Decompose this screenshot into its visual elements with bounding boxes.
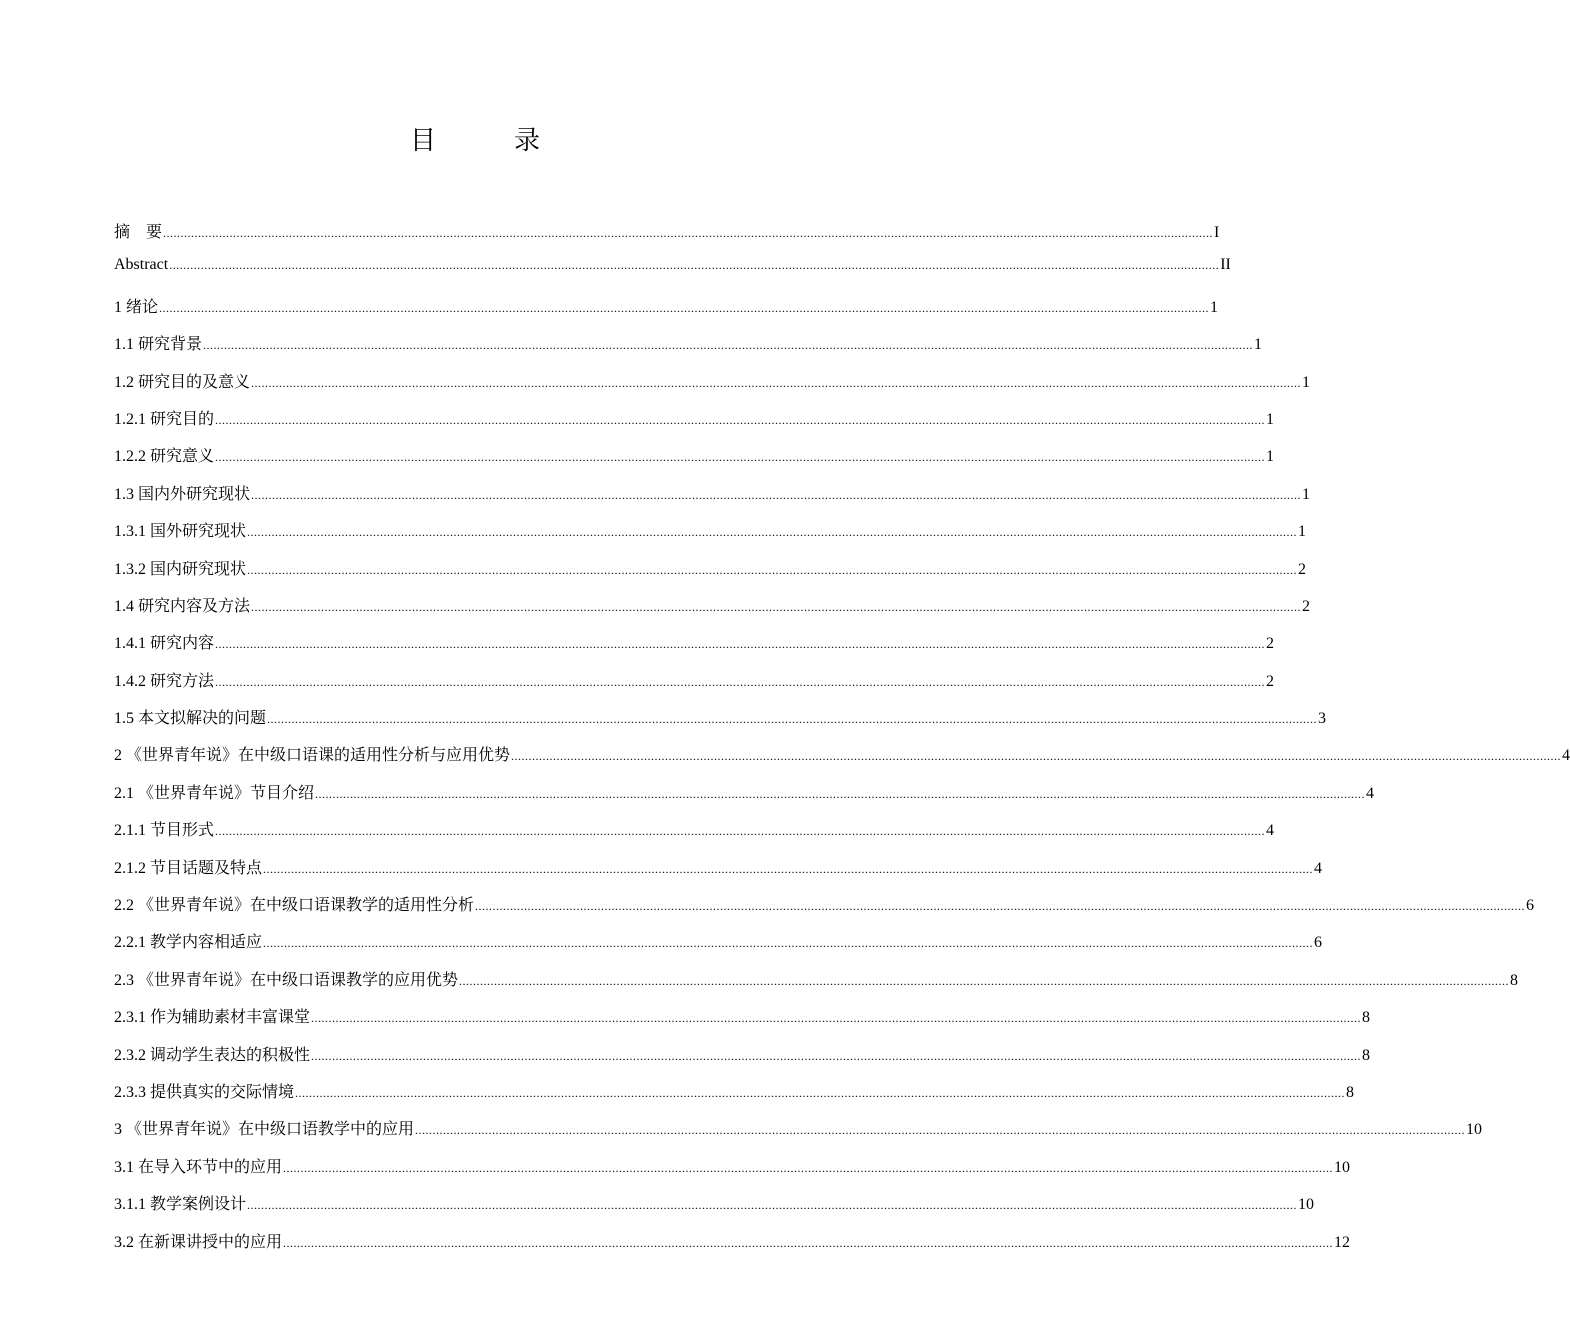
toc-entry-label: 摘 要 [114, 224, 163, 241]
toc-entry[interactable] [114, 892, 1535, 929]
dot-leader: ............................................................................................................................................................................................................................................................................................................ [415, 1123, 1466, 1138]
toc-entry-page: 2 [1298, 560, 1307, 578]
toc-entry-page: 4 [1562, 747, 1570, 765]
toc-entry-label: 1.2 研究目的及意义 [114, 373, 251, 391]
dot-leader: ............................................................................................................................................................................................................................................................................................................ [511, 749, 1562, 764]
dot-leader: ............................................................................................................................................................................................................................................................................................................ [283, 1160, 1334, 1175]
toc-entry-label: 1.1 研究背景 [114, 336, 203, 354]
toc-entry-label: 1 绪论 [114, 298, 159, 316]
dot-leader: ............................................................................................................................................................................................................................................................................................................ [263, 861, 1314, 876]
dot-leader: ............................................................................................................................................................................................................................................................................................................ [263, 936, 1314, 951]
toc-entry-label: Abstract [114, 256, 169, 274]
dot-leader: ............................................................................................................................................................................................................................................................................................................ [215, 674, 1266, 689]
dot-leader: ............................................................................................................................................................................................................................................................................................................ [203, 338, 1254, 353]
toc-entry-label: 1.4.2 研究方法 [114, 672, 215, 690]
toc-entry[interactable] [114, 1154, 1351, 1191]
toc-entry[interactable] [114, 556, 1307, 593]
toc-entry[interactable] [114, 256, 1231, 293]
dot-leader: ............................................................................................................................................................................................................................................................................................................ [163, 226, 1214, 240]
toc-entry-page: 1 [1302, 373, 1311, 391]
toc-entry[interactable] [114, 817, 1275, 854]
dot-leader: ............................................................................................................................................................................................................................................................................................................ [247, 562, 1298, 577]
toc-entry-label: 3.1 在导入环节中的应用 [114, 1158, 283, 1176]
toc-entry-label: 2.1.2 节目话题及特点 [114, 859, 263, 877]
toc-entry-label: 3 《世界青年说》在中级口语教学中的应用 [114, 1121, 415, 1139]
dot-leader: ............................................................................................................................................................................................................................................................................................................ [311, 1048, 1362, 1063]
table-of-contents [114, 219, 1570, 1266]
toc-entry-label: 2.1.1 节目形式 [114, 822, 215, 840]
dot-leader: ............................................................................................................................................................................................................................................................................................................ [315, 786, 1366, 801]
toc-entry-label: 2.3 《世界青年说》在中级口语课教学的应用优势 [114, 971, 459, 989]
toc-entry-page: 2 [1266, 672, 1275, 690]
toc-entry[interactable] [114, 929, 1323, 966]
toc-entry[interactable] [114, 855, 1323, 892]
toc-entry-label: 2.2 《世界青年说》在中级口语课教学的适用性分析 [114, 897, 475, 915]
dot-leader: ............................................................................................................................................................................................................................................................................................................ [251, 487, 1302, 502]
toc-entry[interactable] [114, 1004, 1371, 1041]
toc-entry[interactable] [114, 967, 1519, 1004]
dot-leader: ............................................................................................................................................................................................................................................................................................................ [295, 1085, 1346, 1100]
toc-entry-label: 3.2 在新课讲授中的应用 [114, 1233, 283, 1251]
dot-leader: ............................................................................................................................................................................................................................................................................................................ [169, 258, 1220, 273]
toc-entry-label: 1.3.1 国外研究现状 [114, 523, 247, 541]
toc-entry-page: 3 [1318, 710, 1327, 728]
toc-entry[interactable] [114, 369, 1311, 406]
dot-leader: ............................................................................................................................................................................................................................................................................................................ [283, 1235, 1334, 1250]
toc-entry-label: 1.4.1 研究内容 [114, 635, 215, 653]
toc-entry[interactable] [114, 518, 1307, 555]
toc-entry-page: 2 [1266, 635, 1275, 653]
toc-entry-page: 1 [1302, 485, 1311, 503]
dot-leader: ............................................................................................................................................................................................................................................................................................................ [215, 637, 1266, 652]
toc-entry-page: 1 [1266, 410, 1275, 428]
toc-entry-label: 2.3.1 作为辅助素材丰富课堂 [114, 1009, 311, 1027]
toc-entry[interactable] [114, 1042, 1371, 1079]
toc-entry[interactable] [114, 481, 1311, 518]
toc-entry-page: 10 [1298, 1196, 1315, 1214]
toc-entry-label: 1.4 研究内容及方法 [114, 597, 251, 615]
page-title: 目 录 [409, 126, 566, 156]
dot-leader: ............................................................................................................................................................................................................................................................................................................ [247, 1198, 1298, 1213]
toc-entry-page: 8 [1510, 971, 1519, 989]
dot-leader: ............................................................................................................................................................................................................................................................................................................ [215, 412, 1266, 427]
toc-entry-page: 1 [1266, 448, 1275, 466]
toc-entry-page: 10 [1334, 1158, 1351, 1176]
toc-entry[interactable] [114, 1191, 1315, 1228]
toc-entry[interactable] [114, 406, 1275, 443]
toc-entry-page: 4 [1314, 859, 1323, 877]
toc-entry[interactable] [114, 593, 1311, 630]
toc-entry[interactable] [114, 219, 1220, 256]
toc-entry[interactable] [114, 331, 1263, 368]
toc-entry-label: 1.2.2 研究意义 [114, 448, 215, 466]
toc-entry-label: 2 《世界青年说》在中级口语课的适用性分析与应用优势 [114, 747, 511, 765]
toc-entry[interactable] [114, 705, 1327, 742]
dot-leader: ............................................................................................................................................................................................................................................................................................................ [311, 1011, 1362, 1026]
toc-entry-label: 1.3.2 国内研究现状 [114, 560, 247, 578]
toc-entry-label: 2.3.3 提供真实的交际情境 [114, 1083, 295, 1101]
dot-leader: ............................................................................................................................................................................................................................................................................................................ [247, 525, 1298, 540]
toc-entry-page: 8 [1362, 1046, 1371, 1064]
dot-leader: ............................................................................................................................................................................................................................................................................................................ [215, 824, 1266, 839]
toc-entry-label: 1.2.1 研究目的 [114, 410, 215, 428]
dot-leader: ............................................................................................................................................................................................................................................................................................................ [215, 450, 1266, 465]
dot-leader: ............................................................................................................................................................................................................................................................................................................ [475, 899, 1526, 914]
toc-entry-label: 1.5 本文拟解决的问题 [114, 710, 267, 728]
toc-entry-page: I [1214, 224, 1220, 241]
toc-entry-page: 6 [1526, 897, 1535, 915]
toc-entry-page: 4 [1366, 784, 1375, 802]
toc-entry[interactable] [114, 780, 1375, 817]
toc-entry-page: II [1220, 256, 1231, 274]
toc-entry[interactable] [114, 1079, 1355, 1116]
toc-entry-page: 6 [1314, 934, 1323, 952]
toc-entry-page: 1 [1298, 523, 1307, 541]
toc-entry[interactable] [114, 294, 1219, 331]
toc-entry[interactable] [114, 1116, 1483, 1153]
toc-entry-label: 3.1.1 教学案例设计 [114, 1196, 247, 1214]
dot-leader: ............................................................................................................................................................................................................................................................................................................ [251, 375, 1302, 390]
toc-entry-page: 4 [1266, 822, 1275, 840]
toc-entry-page: 12 [1334, 1233, 1351, 1251]
toc-entry[interactable] [114, 668, 1275, 705]
toc-entry-label: 2.3.2 调动学生表达的积极性 [114, 1046, 311, 1064]
toc-entry-page: 1 [1254, 336, 1263, 354]
toc-entry[interactable] [114, 742, 1570, 779]
toc-entry-page: 10 [1466, 1121, 1483, 1139]
toc-entry-label: 1.3 国内外研究现状 [114, 485, 251, 503]
dot-leader: ............................................................................................................................................................................................................................................................................................................ [251, 599, 1302, 614]
toc-entry[interactable] [114, 443, 1275, 480]
toc-entry-label: 2.1 《世界青年说》节目介绍 [114, 784, 315, 802]
dot-leader: ............................................................................................................................................................................................................................................................................................................ [267, 712, 1318, 727]
toc-entry-page: 2 [1302, 597, 1311, 615]
toc-entry[interactable] [114, 630, 1275, 667]
toc-entry-label: 2.2.1 教学内容相适应 [114, 934, 263, 952]
toc-entry[interactable] [114, 1229, 1351, 1266]
toc-entry-page: 8 [1346, 1083, 1355, 1101]
toc-entry-page: 1 [1210, 298, 1219, 316]
dot-leader: ............................................................................................................................................................................................................................................................................................................ [159, 300, 1210, 315]
toc-entry-page: 8 [1362, 1009, 1371, 1027]
dot-leader: ............................................................................................................................................................................................................................................................................................................ [459, 973, 1510, 988]
